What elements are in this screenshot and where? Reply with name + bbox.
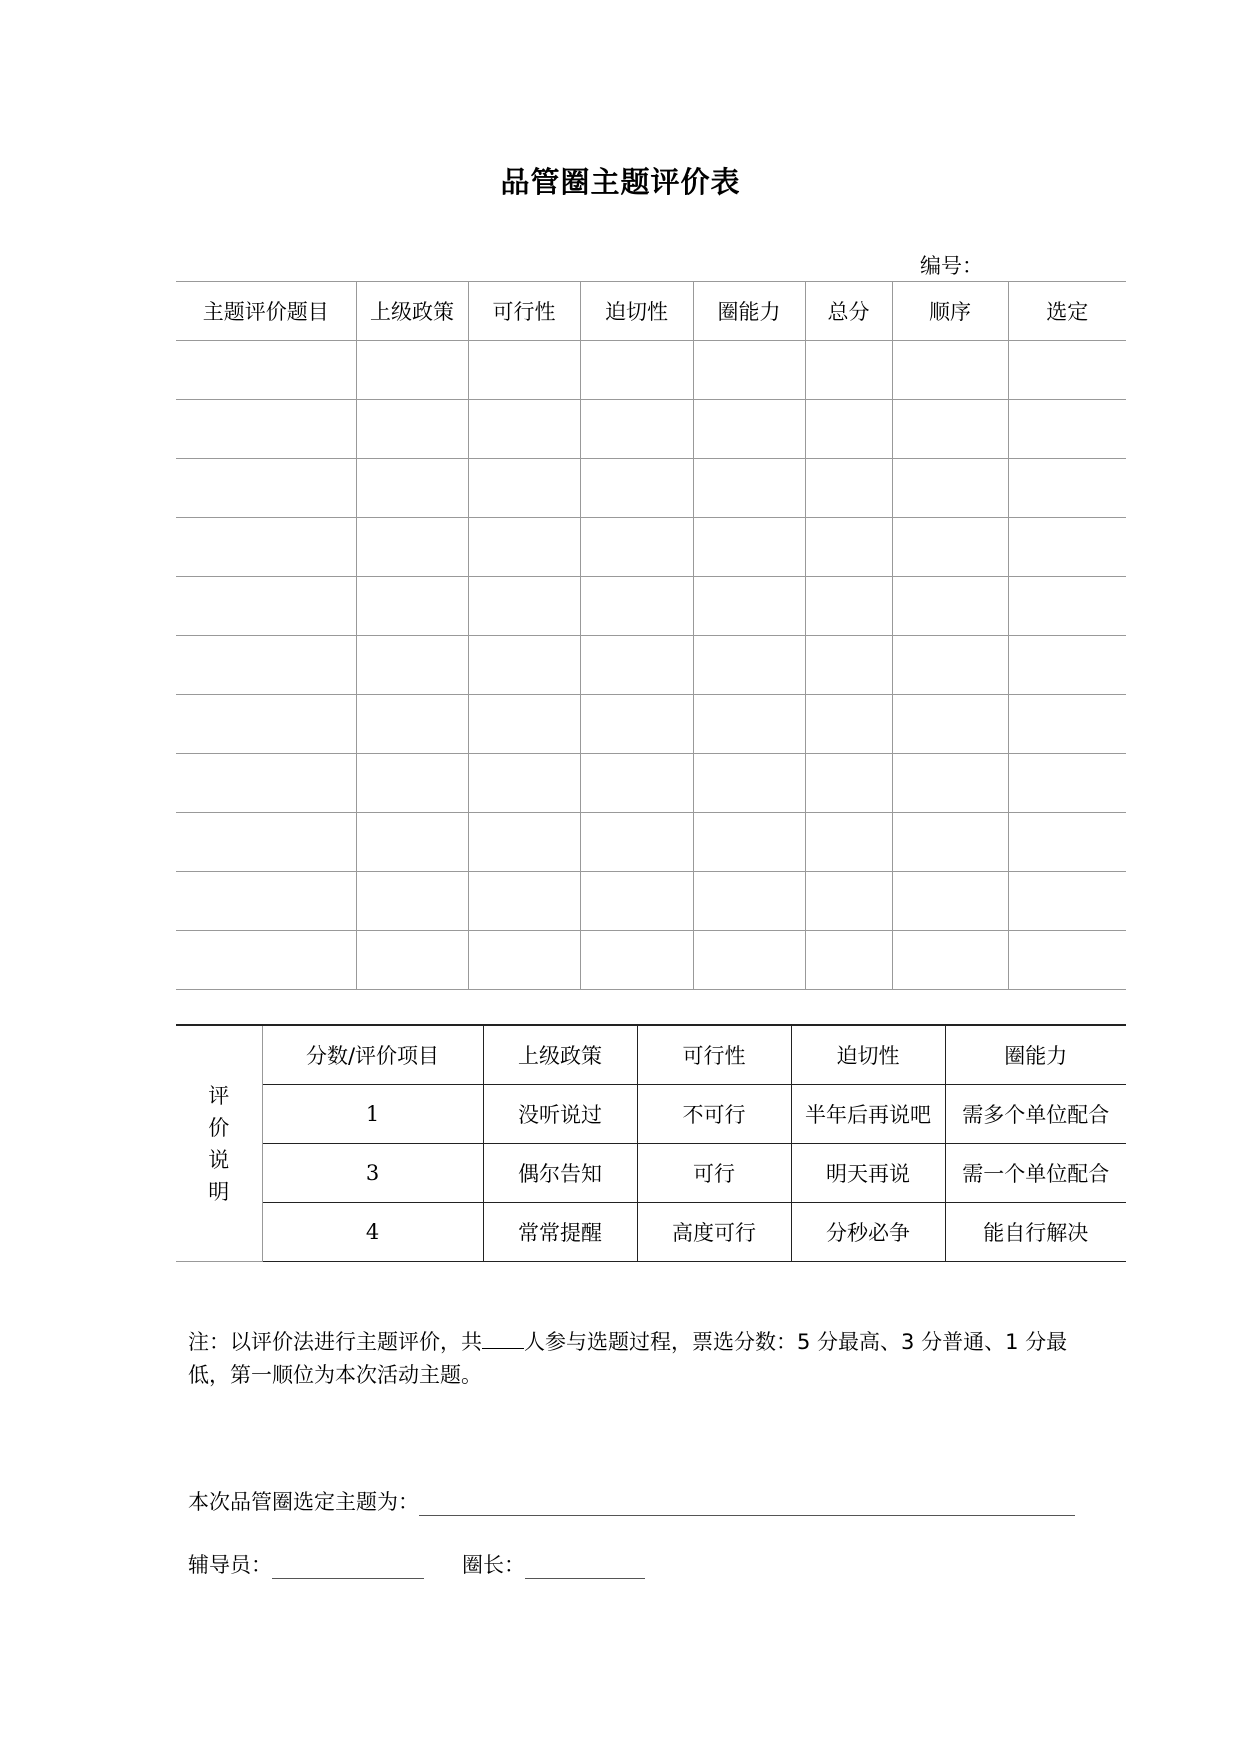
leader-line[interactable] bbox=[525, 1556, 645, 1579]
table-cell[interactable] bbox=[693, 459, 805, 518]
counselor-field bbox=[188, 1549, 424, 1579]
criteria-header-score: 分数/评价项目 bbox=[262, 1025, 483, 1085]
table-cell[interactable] bbox=[468, 872, 580, 931]
leader-field bbox=[462, 1549, 645, 1579]
selected-theme-field bbox=[188, 1486, 1075, 1516]
table-cell[interactable] bbox=[468, 518, 580, 577]
table-cell[interactable] bbox=[580, 400, 693, 459]
table-row bbox=[176, 813, 1126, 872]
criteria-cell: 需多个单位配合 bbox=[945, 1085, 1126, 1144]
criteria-row bbox=[176, 1144, 1126, 1203]
table-cell[interactable] bbox=[693, 518, 805, 577]
criteria-cell: 分秒必争 bbox=[791, 1203, 945, 1262]
table-cell[interactable] bbox=[1008, 400, 1126, 459]
header-order: 顺序 bbox=[892, 282, 1008, 341]
table-cell[interactable] bbox=[468, 754, 580, 813]
table-cell[interactable] bbox=[1008, 695, 1126, 754]
table-cell[interactable] bbox=[356, 577, 468, 636]
criteria-row bbox=[176, 1203, 1126, 1262]
table-cell[interactable] bbox=[892, 400, 1008, 459]
table-cell[interactable] bbox=[176, 459, 356, 518]
table-cell[interactable] bbox=[176, 813, 356, 872]
table-cell[interactable] bbox=[805, 872, 892, 931]
table-row bbox=[176, 695, 1126, 754]
table-row bbox=[176, 872, 1126, 931]
table-cell[interactable] bbox=[580, 931, 693, 990]
table-cell[interactable] bbox=[176, 518, 356, 577]
table-cell[interactable] bbox=[892, 577, 1008, 636]
table-cell[interactable] bbox=[468, 341, 580, 400]
score-value: 4 bbox=[262, 1203, 483, 1262]
criteria-cell: 没听说过 bbox=[483, 1085, 637, 1144]
criteria-cell: 不可行 bbox=[637, 1085, 791, 1144]
table-cell[interactable] bbox=[1008, 577, 1126, 636]
theme-evaluation-table bbox=[176, 281, 1126, 990]
table-cell[interactable] bbox=[892, 459, 1008, 518]
table-cell[interactable] bbox=[805, 459, 892, 518]
table-cell[interactable] bbox=[805, 813, 892, 872]
table-cell[interactable] bbox=[580, 636, 693, 695]
table-cell[interactable] bbox=[693, 695, 805, 754]
table-cell[interactable] bbox=[1008, 459, 1126, 518]
criteria-cell: 半年后再说吧 bbox=[791, 1085, 945, 1144]
table-cell[interactable] bbox=[1008, 872, 1126, 931]
table-cell[interactable] bbox=[580, 577, 693, 636]
participant-count-blank[interactable] bbox=[482, 1330, 524, 1349]
table-cell[interactable] bbox=[805, 518, 892, 577]
header-urgency: 迫切性 bbox=[580, 282, 693, 341]
table-cell[interactable] bbox=[468, 577, 580, 636]
table-row bbox=[176, 931, 1126, 990]
criteria-header-feasibility: 可行性 bbox=[637, 1025, 791, 1085]
table-cell[interactable] bbox=[356, 518, 468, 577]
header-theme-topic: 主题评价题目 bbox=[176, 282, 356, 341]
table-cell[interactable] bbox=[892, 695, 1008, 754]
table-cell[interactable] bbox=[805, 577, 892, 636]
table-cell[interactable] bbox=[693, 872, 805, 931]
criteria-cell: 明天再说 bbox=[791, 1144, 945, 1203]
table-cell[interactable] bbox=[1008, 813, 1126, 872]
table-cell[interactable] bbox=[176, 872, 356, 931]
table-cell[interactable] bbox=[805, 754, 892, 813]
table-cell[interactable] bbox=[580, 754, 693, 813]
table-cell[interactable] bbox=[468, 636, 580, 695]
serial-number-label: 编号： bbox=[920, 254, 983, 278]
table-row bbox=[176, 754, 1126, 813]
evaluation-description-label: 评 价 说 明 bbox=[176, 1025, 262, 1262]
table-cell[interactable] bbox=[892, 518, 1008, 577]
table-cell[interactable] bbox=[356, 931, 468, 990]
table-cell[interactable] bbox=[176, 577, 356, 636]
table-cell[interactable] bbox=[580, 518, 693, 577]
table-cell[interactable] bbox=[176, 931, 356, 990]
header-total-score: 总分 bbox=[805, 282, 892, 341]
header-circle-capability: 圈能力 bbox=[693, 282, 805, 341]
table-cell[interactable] bbox=[580, 341, 693, 400]
table-cell[interactable] bbox=[1008, 341, 1126, 400]
leader-label: 圈长： bbox=[462, 1553, 525, 1577]
criteria-cell: 高度可行 bbox=[637, 1203, 791, 1262]
table-cell[interactable] bbox=[693, 577, 805, 636]
criteria-cell: 能自行解决 bbox=[945, 1203, 1126, 1262]
table-row bbox=[176, 577, 1126, 636]
table-cell[interactable] bbox=[580, 813, 693, 872]
table-cell[interactable] bbox=[580, 695, 693, 754]
table-cell[interactable] bbox=[580, 459, 693, 518]
table-cell[interactable] bbox=[892, 636, 1008, 695]
criteria-header-row bbox=[176, 1025, 1126, 1085]
criteria-row bbox=[176, 1085, 1126, 1144]
table-cell[interactable] bbox=[580, 872, 693, 931]
criteria-cell: 常常提醒 bbox=[483, 1203, 637, 1262]
table-cell[interactable] bbox=[693, 341, 805, 400]
table-cell[interactable] bbox=[176, 695, 356, 754]
criteria-cell: 可行 bbox=[637, 1144, 791, 1203]
table-cell[interactable] bbox=[1008, 636, 1126, 695]
table-cell[interactable] bbox=[1008, 518, 1126, 577]
score-value: 1 bbox=[262, 1085, 483, 1144]
table-cell[interactable] bbox=[693, 754, 805, 813]
note-paragraph bbox=[188, 1326, 1108, 1392]
table-cell[interactable] bbox=[356, 695, 468, 754]
table-cell[interactable] bbox=[1008, 931, 1126, 990]
table-cell[interactable] bbox=[356, 459, 468, 518]
table-cell[interactable] bbox=[892, 931, 1008, 990]
table-cell[interactable] bbox=[468, 459, 580, 518]
table-cell[interactable] bbox=[892, 341, 1008, 400]
table-cell[interactable] bbox=[892, 872, 1008, 931]
table-row bbox=[176, 400, 1126, 459]
header-superior-policy: 上级政策 bbox=[356, 282, 468, 341]
table-cell[interactable] bbox=[176, 341, 356, 400]
table-cell[interactable] bbox=[176, 636, 356, 695]
counselor-line[interactable] bbox=[272, 1556, 424, 1579]
table-cell[interactable] bbox=[468, 931, 580, 990]
selected-theme-label: 本次品管圈选定主题为： bbox=[188, 1490, 419, 1514]
table-row bbox=[176, 636, 1126, 695]
header-selected: 选定 bbox=[1008, 282, 1126, 341]
table-cell[interactable] bbox=[468, 813, 580, 872]
criteria-cell: 偶尔告知 bbox=[483, 1144, 637, 1203]
table-cell[interactable] bbox=[356, 872, 468, 931]
table-cell[interactable] bbox=[693, 400, 805, 459]
criteria-cell: 需一个单位配合 bbox=[945, 1144, 1126, 1203]
table-cell[interactable] bbox=[892, 754, 1008, 813]
counselor-label: 辅导员： bbox=[188, 1553, 272, 1577]
table-cell[interactable] bbox=[176, 754, 356, 813]
note-text-start: 注：以评价法进行主题评价，共 bbox=[188, 1330, 482, 1354]
table-cell[interactable] bbox=[892, 813, 1008, 872]
page-title: 品管圈主题评价表 bbox=[500, 165, 741, 199]
table-cell[interactable] bbox=[693, 813, 805, 872]
table-header-row bbox=[176, 282, 1126, 341]
table-cell[interactable] bbox=[468, 400, 580, 459]
table-cell[interactable] bbox=[356, 400, 468, 459]
table-cell[interactable] bbox=[468, 695, 580, 754]
selected-theme-line[interactable] bbox=[419, 1493, 1075, 1516]
table-cell[interactable] bbox=[356, 341, 468, 400]
table-cell[interactable] bbox=[805, 695, 892, 754]
table-cell[interactable] bbox=[693, 636, 805, 695]
criteria-header-capability: 圈能力 bbox=[945, 1025, 1126, 1085]
score-value: 3 bbox=[262, 1144, 483, 1203]
table-cell[interactable] bbox=[356, 813, 468, 872]
table-cell[interactable] bbox=[1008, 754, 1126, 813]
table-cell[interactable] bbox=[356, 754, 468, 813]
criteria-header-urgency: 迫切性 bbox=[791, 1025, 945, 1085]
table-cell[interactable] bbox=[356, 636, 468, 695]
table-cell[interactable] bbox=[805, 400, 892, 459]
table-row bbox=[176, 459, 1126, 518]
criteria-header-policy: 上级政策 bbox=[483, 1025, 637, 1085]
header-feasibility: 可行性 bbox=[468, 282, 580, 341]
table-cell[interactable] bbox=[805, 636, 892, 695]
evaluation-criteria-table bbox=[176, 1024, 1126, 1262]
table-cell[interactable] bbox=[693, 931, 805, 990]
table-cell[interactable] bbox=[805, 931, 892, 990]
table-row bbox=[176, 518, 1126, 577]
table-cell[interactable] bbox=[805, 341, 892, 400]
table-cell[interactable] bbox=[176, 400, 356, 459]
note-text-end: 人参与选题过程，票选分数：5 分最高、3 分普通、1 分最低，第一顺位为本次活动主题。 bbox=[188, 1330, 1068, 1387]
table-row bbox=[176, 341, 1126, 400]
